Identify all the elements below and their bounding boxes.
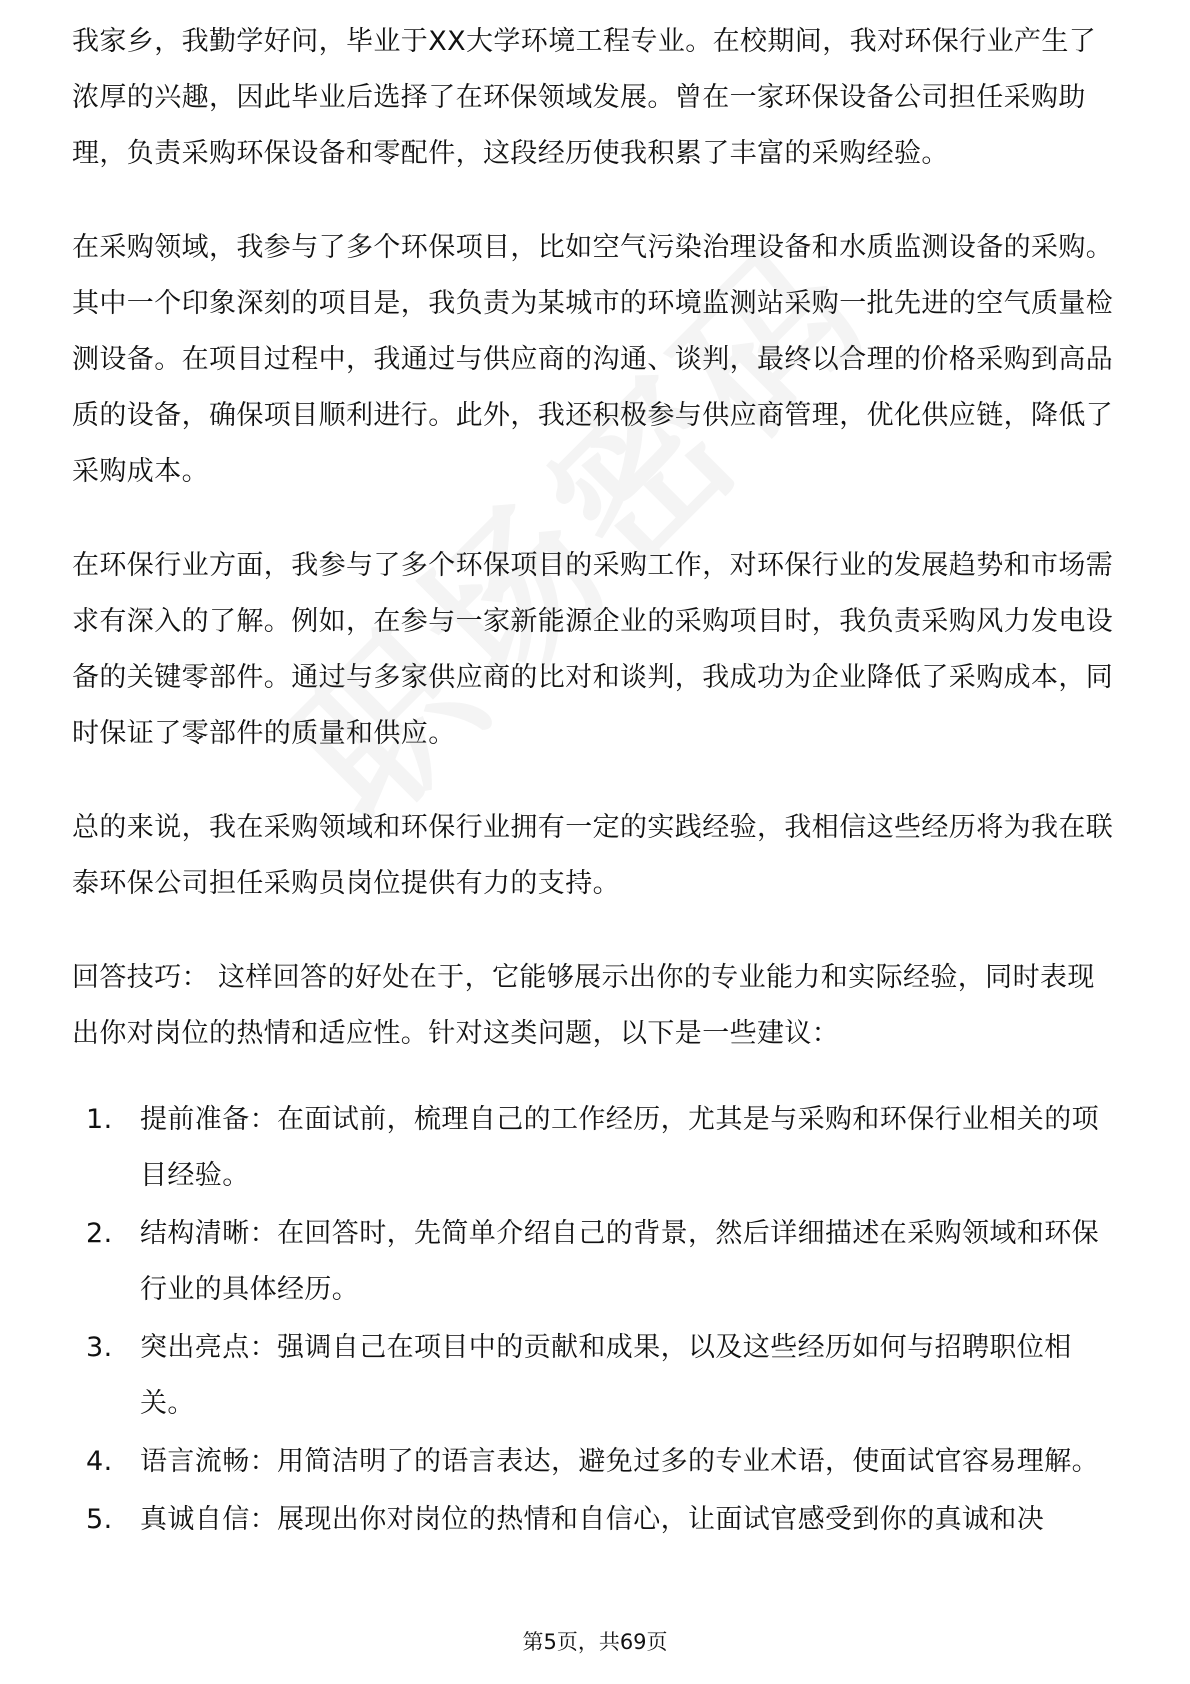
list-item-text: 语言流畅：用简洁明了的语言表达，避免过多的专业术语，使面试官容易理解。 (140, 1446, 1099, 1477)
paragraph-summary: 总的来说，我在采购领域和环保行业拥有一定的实践经验，我相信这些经历将为我在联泰环保公司担任采购员岗位提供有力的支持。 (72, 812, 1114, 899)
page-content (72, 28, 1122, 1550)
tips-list (72, 1092, 1122, 1548)
list-item-number: 1. (86, 1104, 113, 1135)
list-item-number: 5. (86, 1504, 113, 1535)
list-item (72, 1092, 1122, 1204)
list-item (72, 1434, 1122, 1490)
list-item-text: 结构清晰：在回答时，先简单介绍自己的背景，然后详细描述在采购领域和环保行业的具体经历。 (140, 1218, 1099, 1305)
list-item (72, 1320, 1122, 1432)
list-item-number: 4. (86, 1446, 113, 1477)
paragraph-background: 我家乡，我勤学好问，毕业于XX大学环境工程专业。在校期间，我对环保行业产生了浓厚的兴趣，因此毕业后选择了在环保领域发展。曾在一家环保设备公司担任采购助理，负责采购环保设备和零配件，这段经历使我积累了丰富的采购经验。 (72, 26, 1097, 169)
paragraph-industry-experience: 在环保行业方面，我参与了多个环保项目的采购工作，对环保行业的发展趋势和市场需求有深入的了解。例如，在参与一家新能源企业的采购项目时，我负责采购风力发电设备的关键零部件。通过与多家供应商的比对和谈判，我成功为企业降低了采购成本，同时保证了零部件的质量和供应。 (72, 550, 1114, 749)
list-item-text: 提前准备：在面试前，梳理自己的工作经历，尤其是与采购和环保行业相关的项目经验。 (140, 1104, 1099, 1191)
list-item (72, 1492, 1122, 1548)
list-item (72, 1206, 1122, 1318)
page-number-footer: 第5页，共69页 (522, 1630, 668, 1654)
list-item-text: 真诚自信：展现出你对岗位的热情和自信心，让面试官感受到你的真诚和决 (140, 1504, 1045, 1535)
list-item-number: 3. (86, 1332, 113, 1363)
paragraph-answer-tips: 回答技巧： 这样回答的好处在于，它能够展示出你的专业能力和实际经验，同时表现出你对岗位的热情和适应性。针对这类问题，以下是一些建议： (72, 962, 1095, 1049)
list-item-text: 突出亮点：强调自己在项目中的贡献和成果，以及这些经历如何与招聘职位相关。 (140, 1332, 1072, 1419)
list-item-number: 2. (86, 1218, 113, 1249)
paragraph-procurement-experience: 在采购领域，我参与了多个环保项目，比如空气污染治理设备和水质监测设备的采购。其中一个印象深刻的项目是，我负责为某城市的环境监测站采购一批先进的空气质量检测设备。在项目过程中，我通过与供应商的沟通、谈判，最终以合理的价格采购到高品质的设备，确保项目顺利进行。此外，我还积极参与供应商管理，优化供应链，降低了采购成本。 (72, 232, 1114, 487)
